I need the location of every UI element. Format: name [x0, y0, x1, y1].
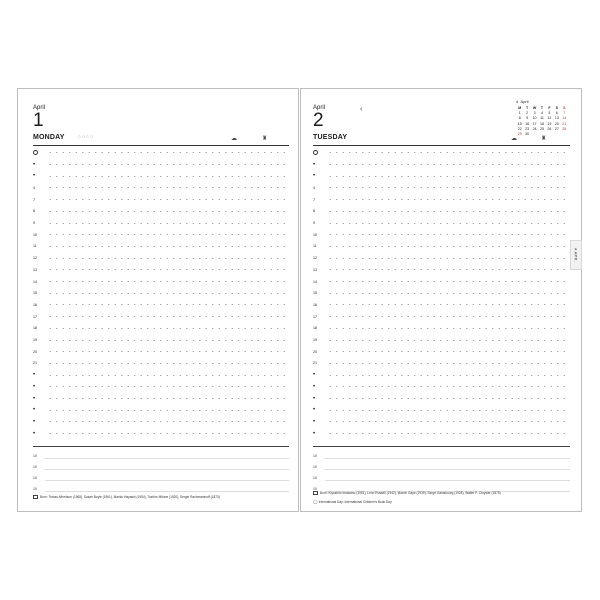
calendar-day[interactable]: 15 [517, 121, 522, 126]
mini-calendar-header: 4 April [516, 99, 529, 104]
hour-row[interactable] [313, 194, 570, 206]
calendar-day [553, 132, 560, 136]
calendar-day[interactable]: 25 [539, 126, 544, 131]
hour-row[interactable] [33, 241, 289, 253]
hour-label: 17 [313, 314, 317, 319]
calendar-day[interactable]: 6 [555, 111, 558, 116]
note-label: 10 [313, 487, 317, 491]
hour-row[interactable] [33, 170, 289, 182]
hour-row[interactable] [33, 381, 289, 393]
calendar-day[interactable]: 7 [563, 111, 566, 116]
hour-row[interactable] [33, 311, 289, 323]
calendar-day [561, 132, 568, 136]
note-line[interactable] [325, 458, 570, 459]
born-text: Born: Tomas Alfredson (1965), Susan Boyle (1961), Mariko Hayashi (1954), Toshiro Mifune (1920), Sergei Rachmaninoff (1873) [40, 495, 220, 499]
hour-row[interactable] [313, 393, 570, 405]
hour-label: 10 [33, 232, 37, 237]
hour-label: 9 [33, 221, 35, 226]
hour-row[interactable] [33, 299, 289, 311]
weekday-label: T [540, 106, 544, 110]
hour-row[interactable] [313, 159, 570, 171]
clock-row [313, 147, 570, 159]
note-line[interactable] [325, 469, 570, 470]
hour-label: 17 [33, 314, 37, 319]
day-number: 2 [313, 110, 324, 131]
born-text: Born: Kiyoshiro Imawano (1951), Leon Russell (1942), Marvin Gaye (1939), Serge Gainsbourg (1928), Walter P. Chrysler (1875) [320, 491, 501, 495]
hour-row[interactable] [33, 287, 289, 299]
note-line[interactable] [45, 480, 289, 481]
calendar-day[interactable]: 9 [526, 116, 529, 121]
mini-calendar [516, 99, 568, 136]
born-line [313, 491, 501, 495]
month-index-tab[interactable] [570, 240, 582, 270]
hour-row[interactable] [313, 217, 570, 229]
hour-label: • [33, 418, 36, 425]
hour-row[interactable] [33, 416, 289, 428]
cloud-icon: ☁ [511, 136, 517, 142]
calendar-day[interactable]: 23 [525, 126, 530, 131]
hour-label: • [313, 430, 316, 437]
calendar-day[interactable]: 22 [517, 126, 522, 131]
day-number: 1 [33, 110, 44, 131]
holiday-line [313, 499, 392, 504]
hour-label: 11 [313, 244, 317, 249]
hour-label: • [33, 372, 36, 379]
hour-label: • [313, 173, 316, 180]
calendar-day [546, 132, 553, 136]
holiday-text: International Day: International Children's Book Day [318, 500, 392, 504]
month-label: April [313, 105, 326, 111]
hour-row[interactable] [313, 264, 570, 276]
cake-icon [313, 491, 318, 495]
note-line[interactable] [45, 491, 289, 492]
hour-row[interactable] [33, 334, 289, 346]
calendar-day[interactable]: 21 [562, 121, 567, 126]
hour-row[interactable] [33, 358, 289, 370]
mood-faces-icon[interactable]: ◌◌◌◌ [78, 134, 94, 140]
hour-row[interactable] [313, 404, 570, 416]
header-rule [33, 145, 289, 146]
calendar-day[interactable]: 18 [539, 121, 544, 126]
hour-row[interactable] [313, 311, 570, 323]
hour-row[interactable] [33, 252, 289, 264]
hour-row[interactable] [33, 264, 289, 276]
calendar-day[interactable]: 28 [562, 126, 567, 131]
calendar-day[interactable]: 27 [554, 126, 559, 131]
hour-label: 14 [33, 279, 37, 284]
note-line[interactable] [45, 469, 289, 470]
hour-label: 8 [33, 209, 35, 214]
clock-icon [313, 150, 318, 155]
hour-label: 4 [33, 185, 35, 190]
weekday-label: F [548, 106, 551, 110]
hour-row[interactable] [33, 346, 289, 358]
calendar-day[interactable]: 24 [532, 126, 537, 131]
left-page [17, 88, 299, 512]
hour-label: • [313, 395, 316, 402]
hour-label: 21 [313, 361, 317, 366]
hour-row[interactable] [313, 346, 570, 358]
hour-label: 9 [313, 221, 315, 226]
calendar-day [538, 132, 545, 136]
hour-label: 19 [33, 338, 37, 343]
hour-label: 14 [313, 279, 317, 284]
calendar-day[interactable]: 1 [518, 111, 521, 116]
calendar-day[interactable]: 8 [518, 116, 521, 121]
hour-label: 8 [313, 209, 315, 214]
hour-row[interactable] [33, 428, 289, 440]
hour-label: 7 [33, 197, 35, 202]
note-label: 10 [313, 465, 317, 469]
hour-label: 16 [33, 302, 37, 307]
note-label: 10 [33, 454, 37, 458]
hour-label: 15 [313, 291, 317, 296]
hour-label: 20 [313, 349, 317, 354]
calendar-day[interactable]: 5 [548, 111, 551, 116]
calendar-day[interactable]: 13 [554, 116, 559, 121]
hour-label: • [33, 161, 36, 168]
month-label: April [33, 105, 46, 111]
hour-row[interactable] [313, 252, 570, 264]
calendar-day[interactable]: 19 [547, 121, 552, 126]
hour-row[interactable] [313, 206, 570, 218]
hour-row[interactable] [313, 170, 570, 182]
hour-label: 13 [33, 267, 37, 272]
speech-bubble-icon: ◯ [313, 499, 319, 504]
hour-label: 4 [313, 185, 315, 190]
calendar-day[interactable]: 26 [547, 126, 552, 131]
hour-label: 12 [33, 256, 37, 261]
cup-icon: ♜ [541, 136, 547, 142]
note-line[interactable] [45, 458, 289, 459]
hour-row[interactable] [33, 206, 289, 218]
hour-label: 12 [313, 256, 317, 261]
hour-row[interactable] [313, 416, 570, 428]
calendar-day[interactable]: 14 [562, 116, 567, 121]
weekday-label: S [555, 106, 559, 110]
born-line [33, 495, 220, 499]
hour-row[interactable] [313, 287, 570, 299]
hour-label: • [313, 407, 316, 414]
hour-row[interactable] [313, 428, 570, 440]
calendar-day[interactable]: 29 [517, 131, 522, 136]
hour-row[interactable] [313, 299, 570, 311]
calendar-day[interactable]: 12 [547, 116, 552, 121]
hour-label: 16 [313, 302, 317, 307]
hour-row[interactable] [313, 276, 570, 288]
notes-separator [313, 446, 570, 447]
day-name: TUESDAY [313, 134, 348, 141]
hour-label: 19 [313, 338, 317, 343]
calendar-day[interactable]: 4 [540, 111, 543, 116]
hour-label: • [313, 418, 316, 425]
note-label: 10 [313, 454, 317, 458]
clock-row [33, 147, 289, 159]
hour-label: • [33, 407, 36, 414]
hour-row[interactable] [313, 229, 570, 241]
cloud-icon: ☁ [231, 136, 237, 142]
hour-row[interactable] [33, 194, 289, 206]
hour-label: 10 [313, 232, 317, 237]
calendar-day[interactable]: 17 [532, 121, 537, 126]
hour-label: • [313, 383, 316, 390]
hour-row[interactable] [313, 334, 570, 346]
weekday-label: S [563, 106, 566, 110]
tab-label: 4 APR. [573, 247, 579, 263]
hour-row[interactable] [33, 393, 289, 405]
hour-row[interactable] [33, 159, 289, 171]
hour-row[interactable] [33, 276, 289, 288]
hour-label: 18 [313, 326, 317, 331]
note-label: 10 [313, 476, 317, 480]
hour-label: • [33, 173, 36, 180]
mini-calendar-grid [516, 106, 568, 136]
calendar-day[interactable]: 3 [533, 111, 536, 116]
calendar-day[interactable]: 2 [526, 111, 529, 116]
right-page [300, 88, 582, 512]
day-name: MONDAY [33, 134, 65, 141]
hour-row[interactable] [313, 241, 570, 253]
hour-label: • [33, 395, 36, 402]
cake-icon [33, 495, 38, 499]
hour-row[interactable] [313, 358, 570, 370]
hour-label: • [33, 383, 36, 390]
hour-row[interactable] [33, 229, 289, 241]
hour-row[interactable] [313, 182, 570, 194]
weekday-label: M [518, 106, 522, 110]
cup-icon: ♜ [262, 136, 268, 142]
hour-label: • [313, 372, 316, 379]
hour-label: 11 [33, 244, 37, 249]
notes-separator [33, 446, 289, 447]
chevron-left-icon[interactable]: ‹ [360, 106, 363, 113]
weekday-label: T [526, 106, 529, 110]
hour-row[interactable] [33, 323, 289, 335]
note-label: 10 [33, 487, 37, 491]
weekday-label: W [532, 106, 537, 110]
hour-row[interactable] [33, 182, 289, 194]
hour-row[interactable] [33, 217, 289, 229]
header-rule [313, 145, 570, 146]
hour-label: 7 [313, 197, 315, 202]
hour-row[interactable] [313, 323, 570, 335]
note-label: 10 [33, 465, 37, 469]
hour-label: 13 [313, 267, 317, 272]
hour-label: 20 [33, 349, 37, 354]
note-label: 10 [33, 476, 37, 480]
calendar-day [531, 132, 538, 136]
hour-row[interactable] [313, 369, 570, 381]
calendar-day[interactable]: 16 [525, 121, 530, 126]
hour-label: • [313, 161, 316, 168]
hour-row[interactable] [313, 381, 570, 393]
hour-label: • [33, 430, 36, 437]
hour-label: 15 [33, 291, 37, 296]
note-line[interactable] [325, 480, 570, 481]
calendar-day[interactable]: 11 [540, 116, 544, 121]
hour-label: 18 [33, 326, 37, 331]
calendar-day[interactable]: 30 [525, 131, 530, 136]
calendar-day[interactable]: 20 [554, 121, 559, 126]
clock-icon [33, 150, 38, 155]
hour-row[interactable] [33, 404, 289, 416]
hour-row[interactable] [33, 369, 289, 381]
hour-label: 21 [33, 361, 37, 366]
calendar-day[interactable]: 10 [532, 116, 537, 121]
